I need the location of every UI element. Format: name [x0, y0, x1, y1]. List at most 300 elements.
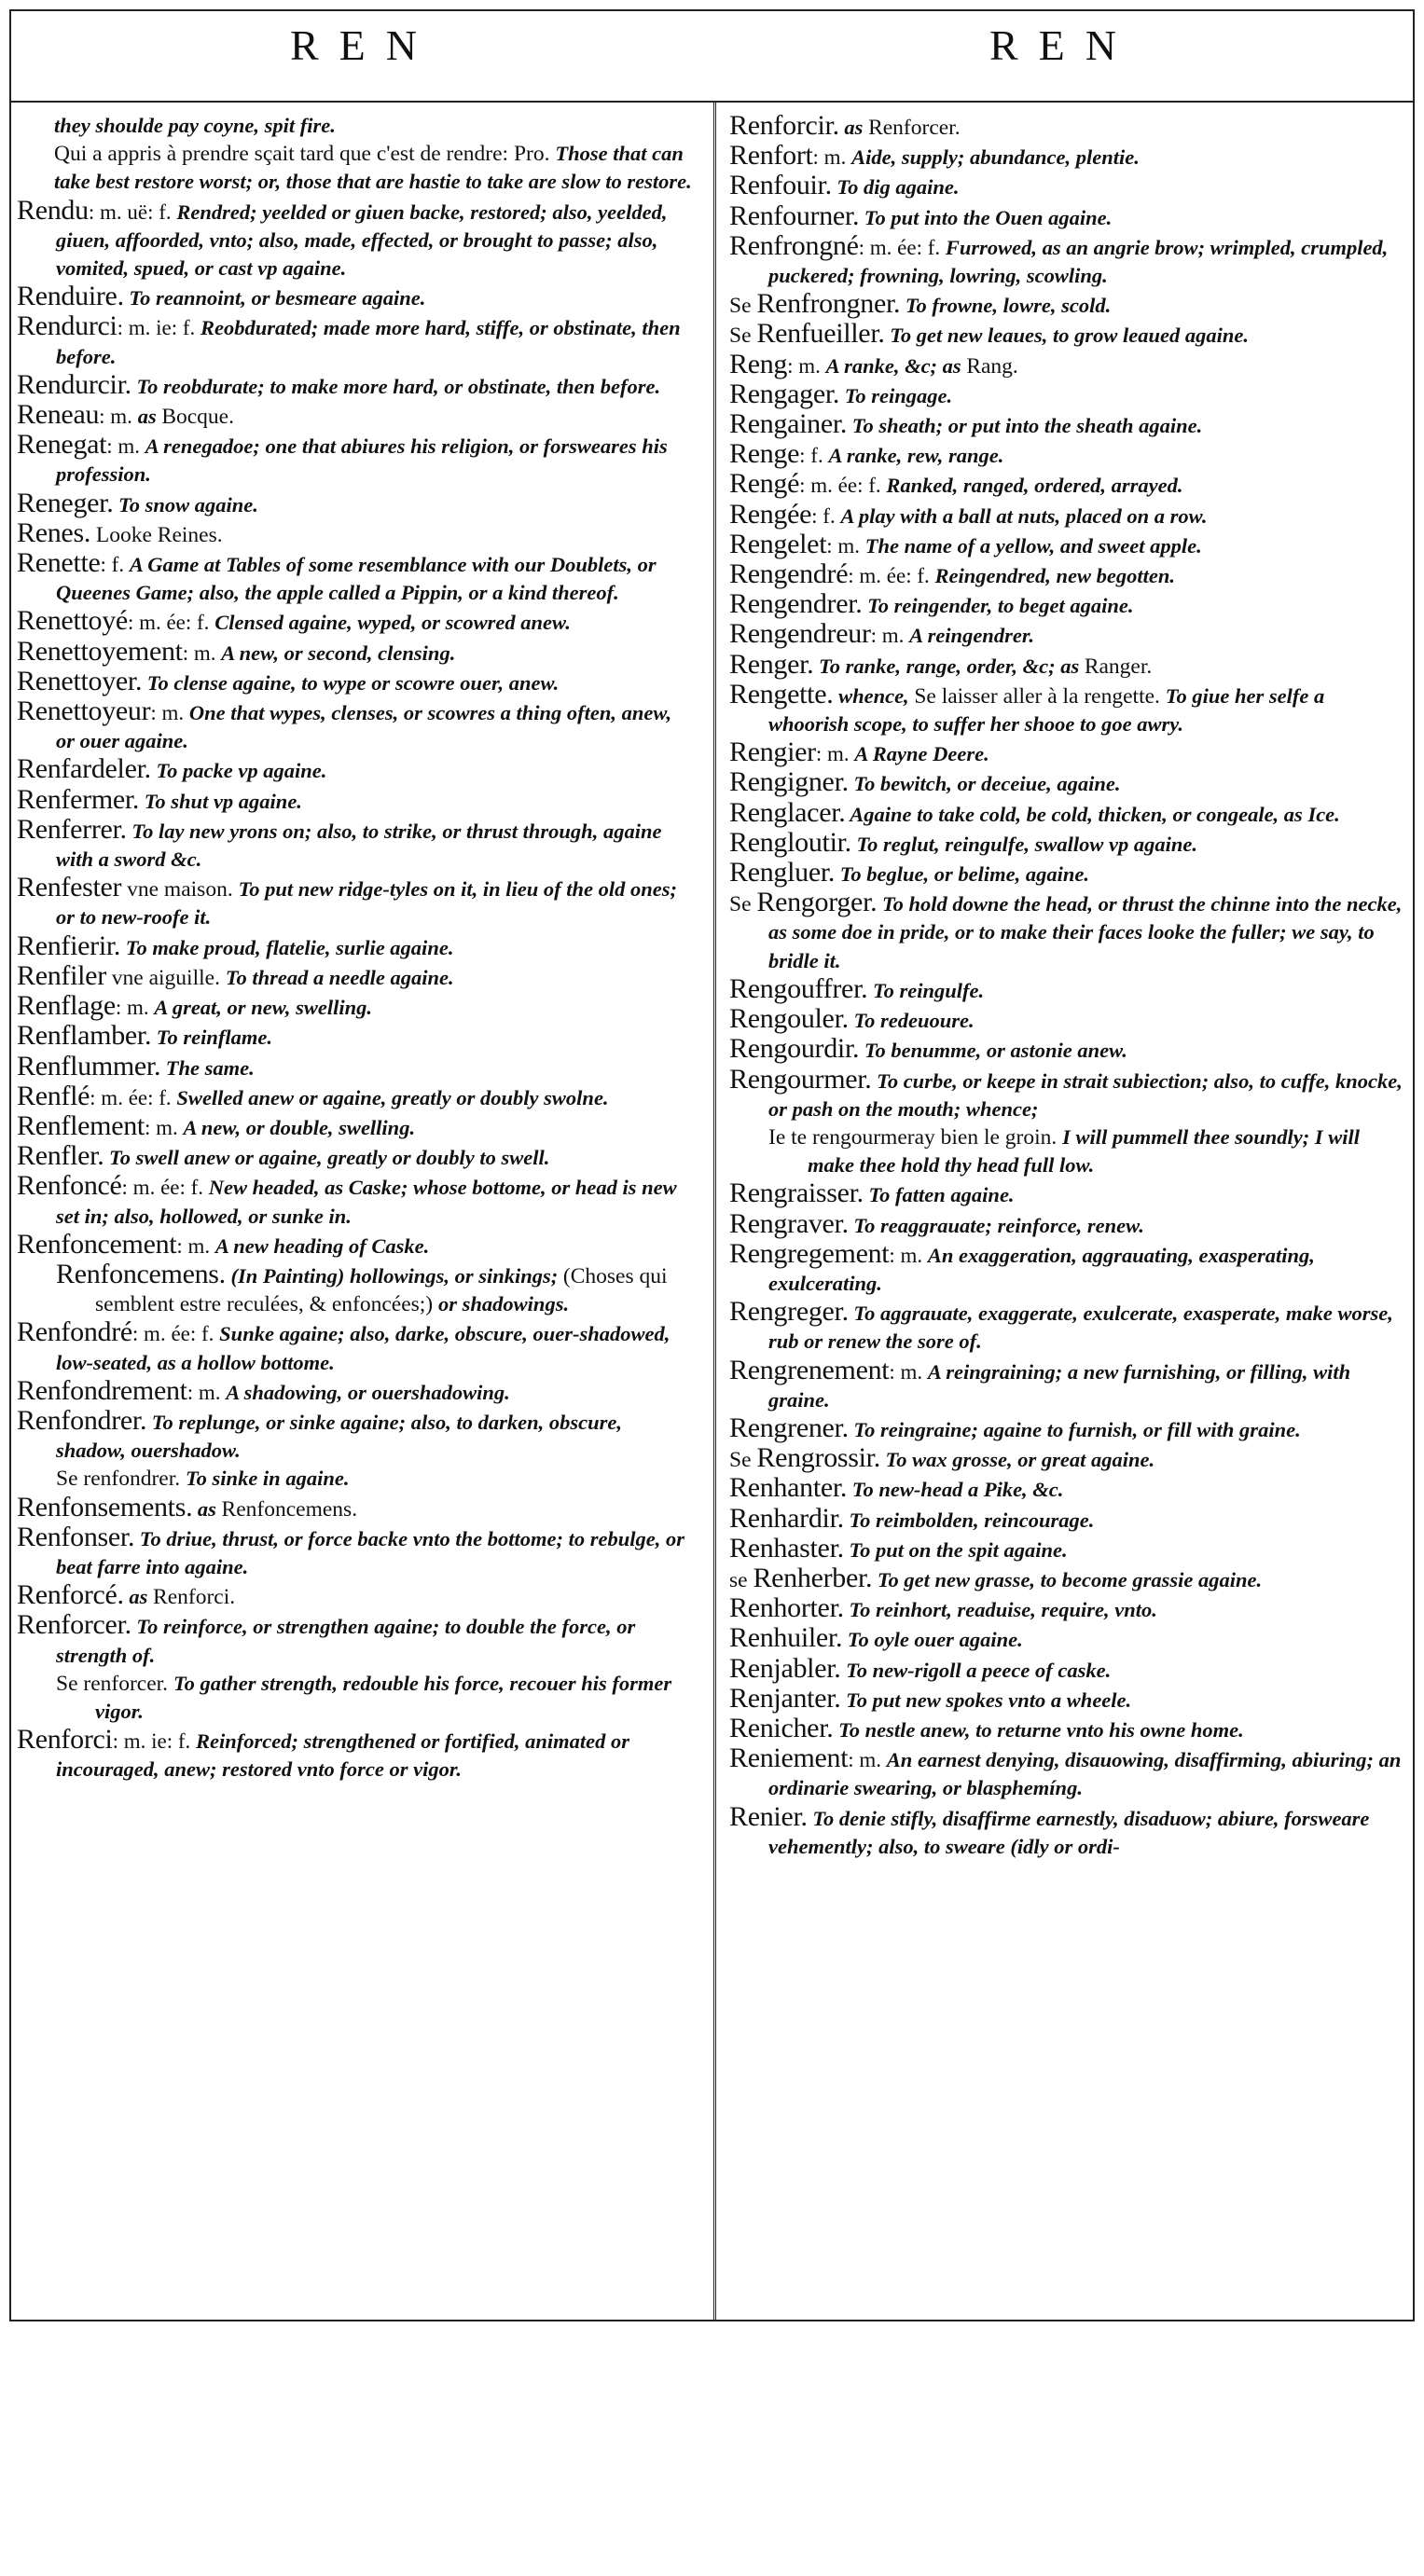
definition: A ranke, &c; as — [825, 353, 967, 378]
dictionary-entry — [729, 560, 1405, 590]
headword: Rengendré — [729, 558, 849, 590]
grammar-label: : m. — [815, 742, 855, 766]
definition: To lay new yrons on; also, to strike, or thrust through, againe with a sword &c. — [56, 819, 662, 872]
dictionary-entry — [729, 380, 1405, 410]
headword: Renflummer. — [17, 1050, 161, 1081]
definition: To fatten againe. — [863, 1183, 1015, 1207]
definition: Reingendred, new begotten. — [934, 564, 1175, 588]
headword: Renfondrement — [17, 1374, 187, 1406]
dictionary-entry — [729, 348, 1405, 380]
dictionary-entry — [729, 1207, 1405, 1240]
definition: To beglue, or belime, againe. — [835, 862, 1090, 887]
definition: To reimbolden, reincourage. — [843, 1508, 1095, 1532]
running-head-right: REN — [989, 21, 1137, 69]
dictionary-entry — [729, 738, 1405, 768]
left-border-rule — [9, 9, 11, 2321]
grammar-label: : m. ée: f. — [799, 474, 887, 498]
headword: Rengouler. — [729, 1003, 849, 1035]
headword: Renfonsements. — [17, 1491, 193, 1522]
definition: as — [123, 1585, 154, 1609]
definition: To put new ridge-tyles on it, in lieu of the old ones; or to new-roofe it. — [56, 877, 678, 930]
grammar-label: : m. ie: f. — [117, 316, 201, 340]
text: Se — [729, 892, 757, 917]
definition: or shadowings. — [438, 1292, 570, 1316]
left-column — [17, 112, 693, 1784]
headword: Rengette. — [729, 678, 834, 709]
dictionary-entry — [17, 959, 693, 992]
text: Se renforcer. — [56, 1671, 173, 1696]
headword: Renhanter. — [729, 1472, 848, 1504]
dictionary-entry — [729, 1502, 1405, 1535]
dictionary-entry — [17, 813, 693, 874]
headword: Rengager. — [729, 378, 840, 409]
definition: Clensed againe, wyped, or scowred anew. — [214, 611, 571, 635]
grammar-label: : m. ée: f. — [90, 1085, 177, 1109]
dictionary-entry — [17, 312, 693, 370]
dictionary-entry — [729, 1063, 1405, 1123]
definition: A Game at Tables of some resemblance with our Doublets, or Queenes Game; also, the apple called a Pippin, or a kind thereof. — [56, 553, 657, 605]
dictionary-entry — [17, 1726, 693, 1784]
headword: Rengrossir. — [756, 1442, 880, 1474]
text: (Choses qui semblent estre reculées, & enfoncées;) — [95, 1263, 668, 1317]
definition: To new-rigoll a peece of caske. — [840, 1658, 1112, 1682]
headword: Renge — [729, 438, 800, 470]
text: vne maison. — [121, 877, 239, 902]
headword: Renfrongné — [729, 229, 859, 261]
grammar-label: : m. — [826, 533, 865, 558]
text: Bocque. — [161, 405, 234, 430]
definition: To bewitch, or deceiue, againe. — [848, 772, 1121, 796]
definition: (In Painting) hollowings, or sinkings; — [225, 1263, 563, 1288]
headword: Renfourner. — [729, 200, 860, 231]
definition: To sheath; or put into the sheath againe. — [847, 414, 1203, 438]
headword: Rengigner. — [729, 766, 849, 798]
headword: Rengraisser. — [729, 1178, 864, 1209]
definition: To put into the Ouen againe. — [859, 205, 1113, 229]
grammar-label: : f. — [811, 503, 841, 528]
dictionary-entry — [17, 401, 693, 431]
grammar-label: : m. — [99, 405, 138, 429]
definition: To make proud, flatelie, surlie againe. — [120, 935, 454, 959]
dictionary-entry — [17, 1611, 693, 1669]
dictionary-entry — [17, 932, 693, 962]
definition: To benumme, or astonie anew. — [859, 1039, 1127, 1063]
definition: A ranke, rew, range. — [828, 444, 1004, 468]
definition: To ranke, range, order, &c; as — [813, 654, 1085, 678]
dictionary-entry — [17, 112, 693, 140]
definition: as — [192, 1496, 222, 1521]
definition: Aide, supply; abundance, plentie. — [851, 145, 1140, 170]
right-column — [729, 112, 1405, 1861]
headword: Rengier — [729, 737, 816, 768]
grammar-label: : m. — [150, 701, 189, 725]
headword: Rendu — [17, 194, 89, 226]
headword: Renes. — [17, 517, 91, 548]
text: Renforcer. — [868, 116, 961, 140]
definition: To replunge, or sinke againe; also, to darken, obscure, shadow, ouershadow. — [56, 1410, 622, 1463]
definition: To reinhort, readuise, require, vnto. — [843, 1598, 1157, 1622]
dictionary-entry — [17, 1172, 693, 1230]
dictionary-entry — [17, 489, 693, 519]
definition: To new-head a Pike, &c. — [847, 1478, 1064, 1502]
headword: Renfoncé — [17, 1170, 122, 1202]
top-rule — [9, 9, 1415, 11]
dictionary-entry — [729, 410, 1405, 440]
headword: Rengrenement — [729, 1354, 890, 1385]
dictionary-entry — [729, 1712, 1405, 1744]
definition: A great, or new, swelling. — [154, 996, 373, 1020]
definition: To aggrauate, exaggerate, exulcerate, exasperate, make worse, rub or renew the sore of. — [768, 1302, 1393, 1354]
definition: To frowne, lowre, scold. — [900, 294, 1112, 318]
grammar-label: : m. — [787, 353, 826, 378]
definition: To shut vp againe. — [139, 789, 302, 813]
dictionary-entry — [729, 1035, 1405, 1065]
definition: To reglut, reingulfe, swallow vp againe. — [850, 832, 1197, 856]
text: Ranger. — [1084, 654, 1153, 679]
definition: To curbe, or keepe in strait subiection; also, to cuffe, knocke, or pash on the mouth; whence; — [768, 1068, 1403, 1121]
right-border-rule — [1413, 9, 1415, 2321]
dictionary-entry — [729, 1624, 1405, 1654]
dictionary-entry — [729, 1179, 1405, 1209]
headword: Rendurcir. — [17, 368, 131, 400]
headword: Rengainer. — [729, 408, 848, 440]
headword: Renforci — [17, 1724, 113, 1756]
dictionary-entry — [729, 889, 1405, 975]
dictionary-entry — [17, 755, 693, 785]
headword: Renettoyeur — [17, 696, 151, 727]
dictionary-entry — [17, 1465, 693, 1493]
headword: Rengourmer. — [729, 1063, 872, 1095]
headword: Renjanter. — [729, 1682, 841, 1714]
definition: as — [137, 405, 162, 429]
dictionary-entry — [17, 783, 693, 816]
dictionary-entry — [729, 1414, 1405, 1444]
dictionary-entry — [729, 1594, 1405, 1624]
dictionary-entry — [17, 194, 693, 283]
definition: To wax grosse, or great againe. — [879, 1448, 1155, 1472]
headword: Reneger. — [17, 487, 114, 518]
dictionary-entry — [729, 1652, 1405, 1685]
definition: To hold downe the head, or thrust the chinne into the necke, as some doe in pride, or to make their faces looke the fuller; we say, to bridle it. — [768, 892, 1403, 972]
headword: Reng — [729, 348, 788, 379]
headword: Renfester — [17, 872, 122, 903]
dictionary-entry — [17, 1050, 693, 1082]
grammar-label: : m. — [115, 996, 155, 1020]
dictionary-entry — [729, 678, 1405, 738]
headword: Rengreger. — [729, 1296, 849, 1328]
headword: Renfiler — [17, 959, 106, 991]
dictionary-entry — [729, 202, 1405, 232]
definition: To thread a needle againe. — [225, 965, 454, 989]
dictionary-entry — [17, 1260, 693, 1318]
headword: Renettoyé — [17, 605, 128, 637]
definition: whence, — [833, 683, 915, 708]
definition: To reingulfe. — [867, 978, 985, 1002]
grammar-label: : m. ée: f. — [121, 1176, 209, 1200]
headword: Rengorger. — [756, 887, 878, 918]
dictionary-entry — [17, 607, 693, 637]
definition: To reobdurate; to make more hard, or obstinate, then before. — [131, 374, 661, 398]
dictionary-entry — [729, 1682, 1405, 1715]
definition: To reinforce, or strengthen againe; to double the force, or strength of. — [56, 1615, 636, 1667]
text: Qui a appris à prendre sçait tard que c'est de rendre: Pro. — [54, 142, 556, 167]
definition: A new, or second, clensing. — [221, 641, 456, 665]
headword: Rengraver. — [729, 1207, 849, 1239]
definition: To giue her selfe a whoorish scope, to suffer her shooe to goe awry. — [768, 683, 1325, 737]
headword: Renettoyer. — [17, 665, 143, 696]
dictionary-entry — [729, 1123, 1405, 1179]
text: se — [729, 1567, 753, 1592]
definition: To get new leaues, to grow leaued againe. — [884, 324, 1249, 348]
dictionary-entry — [729, 498, 1405, 530]
text: Se — [729, 294, 757, 319]
definition: To put on the spit againe. — [843, 1537, 1068, 1562]
headword: Renettoyement — [17, 635, 183, 667]
headword: Renhorter. — [729, 1592, 844, 1624]
headword: Renflage — [17, 990, 116, 1022]
grammar-label: : m. — [144, 1115, 184, 1139]
definition: The name of a yellow, and sweet apple. — [864, 533, 1202, 558]
headword: Renfoncement — [17, 1228, 177, 1260]
definition: To reingage. — [839, 383, 953, 407]
definition: Those that can take best restore worst; or, those that are hastie to take are slow to restore. — [54, 142, 692, 194]
definition: To get new grasse, to become grassie againe. — [872, 1567, 1263, 1591]
dictionary-entry — [17, 1404, 693, 1465]
headword: Renjabler. — [729, 1652, 841, 1684]
definition: I will pummell thee soundly; I will make thee hold thy head full low. — [808, 1124, 1360, 1178]
headword: Renforcé. — [17, 1579, 124, 1611]
headword: Renhardir. — [729, 1502, 844, 1534]
headword: Rengrener. — [729, 1412, 849, 1443]
definition: Rendred; yeelded or giuen backe, restored; also, yeelded, giuen, affoorded, vnto; also, made, effected, or brought to passe; also, vomited, spued, or cast vp againe. — [56, 200, 668, 281]
dictionary-entry — [729, 1474, 1405, 1504]
grammar-label: : m. — [889, 1243, 928, 1267]
headword: Renfler. — [17, 1140, 104, 1172]
headword: Renfort — [729, 140, 813, 172]
definition: To snow againe. — [113, 492, 258, 517]
headword: Renfonser. — [17, 1521, 135, 1552]
headword: Rengloutir. — [729, 826, 851, 858]
definition: To redeuoure. — [848, 1009, 975, 1033]
dictionary-entry — [17, 635, 693, 668]
running-head-left: REN — [290, 21, 437, 69]
headword: Rengourdir. — [729, 1033, 860, 1065]
grammar-label: : f. — [799, 444, 829, 468]
dictionary-entry — [729, 620, 1405, 650]
headword: Renglacer. — [729, 796, 846, 828]
headword: Renfueiller. — [756, 318, 885, 350]
headword: Renicher. — [729, 1712, 834, 1743]
dictionary-entry — [729, 1532, 1405, 1564]
definition: A shadowing, or ouershadowing. — [226, 1380, 510, 1404]
headword: Renflamber. — [17, 1020, 152, 1052]
dictionary-entry — [17, 1142, 693, 1172]
dictionary-entry — [17, 431, 693, 489]
definition: One that wypes, clenses, or scowres a thing often, anew, or ouer againe. — [56, 701, 672, 753]
definition: A new, or double, swelling. — [183, 1115, 416, 1139]
dictionary-entry — [729, 112, 1405, 142]
definition: To gather strength, redouble his force, recouer his former vigor. — [95, 1671, 672, 1723]
dictionary-entry — [17, 1228, 693, 1260]
headword: Renflement — [17, 1109, 145, 1141]
headword: Renette — [17, 547, 101, 579]
dictionary-entry — [729, 440, 1405, 470]
dictionary-entry — [729, 972, 1405, 1005]
grammar-label: : m. ée: f. — [131, 1322, 220, 1346]
dictionary-entry — [17, 1022, 693, 1052]
grammar-label: : m. — [106, 434, 145, 459]
grammar-label: : m. — [187, 1380, 227, 1404]
definition: A play with a ball at nuts, placed on a row. — [840, 503, 1208, 528]
dictionary-entry — [729, 826, 1405, 859]
headword: Rengendrer. — [729, 588, 863, 620]
dictionary-entry — [729, 796, 1405, 829]
definition: To clense againe, to wype or scowre ouer, anew. — [142, 670, 560, 695]
grammar-label: : m. — [182, 641, 222, 665]
headword: Renforcer. — [17, 1609, 131, 1641]
definition: To reingender, to beget againe. — [862, 594, 1134, 618]
headword: Renhaster. — [729, 1532, 844, 1564]
text: Renfoncemens. — [221, 1496, 358, 1522]
grammar-label: : m. ée: f. — [858, 235, 946, 259]
headword: Rengelet — [729, 528, 827, 559]
headword: Renger. — [729, 648, 814, 680]
definition: To put new spokes vnto a wheele. — [840, 1687, 1132, 1712]
headword: Reniement — [729, 1743, 849, 1774]
definition: Reinforced; strengthened or fortified, animated or incouraged, anew; restored vnto force or vigor. — [56, 1729, 629, 1782]
grammar-label: : m. — [848, 1748, 887, 1772]
headword: Renhuiler. — [729, 1622, 843, 1654]
text: Se renfondrer. — [56, 1467, 186, 1492]
text: Se — [729, 1448, 757, 1473]
dictionary-entry — [729, 470, 1405, 500]
definition: To packe vp againe. — [150, 759, 327, 783]
dictionary-entry — [17, 697, 693, 755]
headword: Rengluer. — [729, 857, 836, 889]
dictionary-entry — [729, 1005, 1405, 1035]
headword: Renier. — [729, 1800, 808, 1832]
definition: An exaggeration, aggrauating, exasperating, exulcerating. — [768, 1243, 1315, 1295]
dictionary-entry — [17, 1491, 693, 1523]
text: Looke Reines. — [90, 522, 223, 547]
dictionary-entry — [729, 1444, 1405, 1474]
dictionary-entry — [17, 282, 693, 312]
headword: Renfrongner. — [756, 288, 901, 320]
definition: A renegadoe; one that abiures his religion, or forsweares his profession. — [56, 434, 668, 487]
dictionary-entry — [729, 1800, 1405, 1861]
dictionary-entry — [17, 1109, 693, 1142]
definition: To nestle anew, to returne vnto his owne home. — [833, 1717, 1244, 1742]
dictionary-entry — [17, 140, 693, 196]
text: Rang. — [966, 353, 1018, 379]
headword: Renfardeler. — [17, 753, 151, 785]
definition: A reingraining; a new furnishing, or filling, with graine. — [768, 1359, 1351, 1412]
headword: Renfierir. — [17, 930, 121, 961]
bottom-rule — [9, 2320, 1415, 2321]
headword: Renfondré — [17, 1316, 132, 1348]
headword: Renfermer. — [17, 783, 140, 815]
definition: The same. — [160, 1055, 255, 1080]
grammar-label: : m. ée: f. — [127, 611, 215, 635]
definition: To swell anew or againe, greatly or doubly to swell. — [104, 1146, 550, 1170]
dictionary-entry — [17, 519, 693, 549]
dictionary-entry — [17, 665, 693, 697]
definition: Swelled anew or againe, greatly or doubly swolne. — [176, 1085, 609, 1109]
headword: Rengendreur — [729, 618, 871, 650]
dictionary-entry — [729, 290, 1405, 320]
definition: To reinflame. — [151, 1026, 272, 1050]
dictionary-entry — [17, 1523, 693, 1581]
text: vne aiguille. — [105, 965, 226, 990]
definition: Ranked, ranged, ordered, arrayed. — [886, 474, 1183, 498]
definition: To oyle ouer againe. — [842, 1628, 1023, 1652]
dictionary-entry — [17, 549, 693, 607]
dictionary-entry — [17, 992, 693, 1022]
dictionary-entry — [729, 142, 1405, 172]
definition: An earnest denying, disauowing, disaffirming, abiuring; an ordinarie swearing, or blasphemíng. — [768, 1748, 1402, 1800]
headword: Renherber. — [753, 1562, 873, 1593]
definition: A new heading of Caske. — [214, 1233, 430, 1258]
column-divider — [713, 101, 716, 2321]
headword: Rendurci — [17, 310, 118, 342]
grammar-label: : m. — [812, 145, 852, 170]
grammar-label: : m. — [889, 1359, 928, 1384]
grammar-label: : m. uë: f. — [88, 200, 177, 224]
dictionary-entry — [729, 229, 1405, 290]
definition: To denie stifly, disaffirme earnestly, disaduow; abiure, forsweare vehemently; also, to sweare (idly or ordi- — [768, 1806, 1370, 1858]
dictionary-entry — [729, 648, 1405, 681]
headword: Reneau — [17, 399, 100, 431]
definition: Againe to take cold, be cold, thicken, or congeale, as Ice. — [845, 802, 1340, 826]
headword: Renegat — [17, 429, 107, 461]
headword: Renferrer. — [17, 813, 127, 845]
definition: New headed, as Caske; whose bottome, or head is new set in; also, hollowed, or sunke in. — [56, 1176, 677, 1228]
text: Se laisser aller à la rengette. — [914, 683, 1166, 709]
headword: Renfoncemens. — [56, 1258, 226, 1289]
dictionary-entry — [729, 172, 1405, 201]
definition: To reaggrauate; reinforce, renew. — [848, 1213, 1144, 1237]
header-rule — [9, 101, 1415, 103]
headword: Rengée — [729, 498, 812, 530]
headword: Renfouir. — [729, 170, 832, 201]
grammar-label: : m. — [870, 624, 910, 648]
dictionary-entry — [729, 530, 1405, 560]
definition: To driue, thrust, or force backe vnto the bottome; to rebulge, or beat farre into againe. — [56, 1526, 684, 1578]
grammar-label: : f. — [100, 553, 130, 577]
headword: Rengregement — [729, 1237, 890, 1269]
definition: Furrowed, as an angrie brow; wrimpled, crumpled, puckered; frowning, lowring, scowling. — [768, 235, 1389, 288]
definition: as — [838, 116, 869, 139]
headword: Renflé — [17, 1080, 90, 1111]
dictionary-entry — [17, 874, 693, 931]
definition: To reingraine; againe to furnish, or fill with graine. — [848, 1417, 1301, 1441]
definition: Reobdurated; made more hard, stiffe, or obstinate, then before. — [56, 316, 681, 368]
definition: To sinke in againe. — [186, 1467, 350, 1491]
definition: To reannoint, or besmeare againe. — [123, 286, 426, 310]
dictionary-entry — [17, 1374, 693, 1407]
headword: Rengé — [729, 468, 800, 500]
dictionary-entry — [729, 768, 1405, 798]
dictionary-entry — [729, 320, 1405, 350]
dictionary-entry — [729, 1298, 1405, 1356]
definition: A reingendrer. — [909, 624, 1034, 648]
dictionary-entry — [729, 1237, 1405, 1298]
dictionary-entry — [17, 1670, 693, 1726]
grammar-label: : m. ée: f. — [848, 564, 935, 588]
definition: they shoulde pay coyne, spit fire. — [54, 114, 336, 137]
grammar-label: : m. ie: f. — [112, 1729, 196, 1754]
headword: Renduire. — [17, 281, 124, 312]
